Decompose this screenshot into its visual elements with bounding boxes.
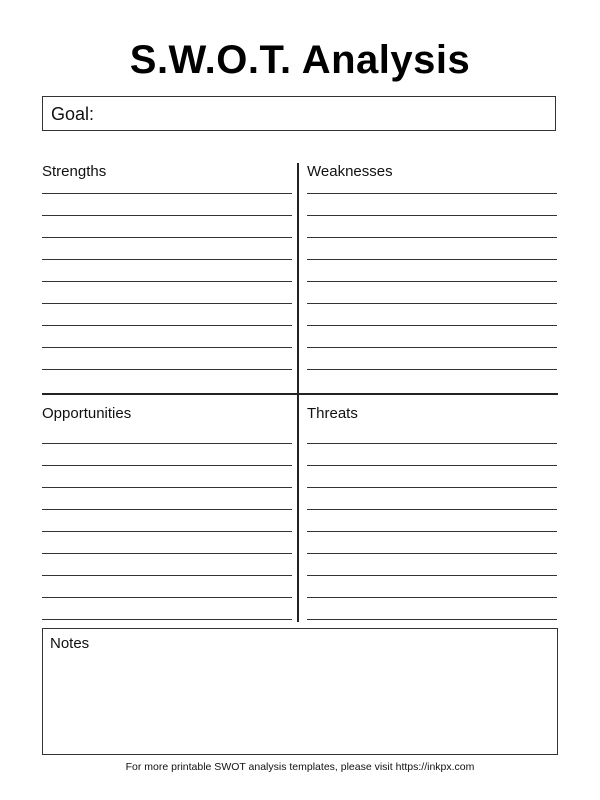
writing-line[interactable] <box>307 259 557 260</box>
writing-line[interactable] <box>42 237 292 238</box>
writing-line[interactable] <box>42 619 292 620</box>
writing-line[interactable] <box>307 597 557 598</box>
notes-label: Notes <box>50 635 90 652</box>
opportunities-section <box>42 405 292 625</box>
weaknesses-title: Weaknesses <box>307 163 393 180</box>
writing-line[interactable] <box>307 531 557 532</box>
writing-line[interactable] <box>42 303 292 304</box>
writing-line[interactable] <box>42 465 292 466</box>
strengths-title: Strengths <box>42 163 107 180</box>
page-title: S.W.O.T. Analysis <box>129 38 471 82</box>
writing-line[interactable] <box>307 553 557 554</box>
writing-line[interactable] <box>42 487 292 488</box>
writing-line[interactable] <box>42 575 292 576</box>
weaknesses-section <box>307 163 558 389</box>
writing-line[interactable] <box>307 325 557 326</box>
writing-line[interactable] <box>307 347 557 348</box>
horizontal-divider <box>42 393 558 395</box>
writing-line[interactable] <box>307 443 557 444</box>
footer-credit: For more printable SWOT analysis templates, please visit https://inkpx.com <box>125 761 475 773</box>
writing-line[interactable] <box>307 303 557 304</box>
notes-box[interactable] <box>42 628 558 755</box>
writing-line[interactable] <box>307 281 557 282</box>
writing-line[interactable] <box>307 193 557 194</box>
writing-line[interactable] <box>42 597 292 598</box>
writing-line[interactable] <box>42 509 292 510</box>
writing-line[interactable] <box>42 553 292 554</box>
threats-section <box>307 405 558 625</box>
writing-line[interactable] <box>42 347 292 348</box>
writing-line[interactable] <box>42 531 292 532</box>
writing-line[interactable] <box>307 465 557 466</box>
writing-line[interactable] <box>307 369 557 370</box>
writing-line[interactable] <box>42 215 292 216</box>
writing-line[interactable] <box>42 325 292 326</box>
writing-line[interactable] <box>307 619 557 620</box>
writing-line[interactable] <box>42 281 292 282</box>
writing-line[interactable] <box>307 575 557 576</box>
writing-line[interactable] <box>307 237 557 238</box>
threats-title: Threats <box>307 405 358 422</box>
writing-line[interactable] <box>42 259 292 260</box>
strengths-section <box>42 163 292 389</box>
writing-line[interactable] <box>307 509 557 510</box>
goal-field[interactable] <box>42 96 556 131</box>
opportunities-title: Opportunities <box>42 405 132 422</box>
writing-line[interactable] <box>307 215 557 216</box>
writing-line[interactable] <box>42 369 292 370</box>
writing-line[interactable] <box>42 443 292 444</box>
writing-line[interactable] <box>42 193 292 194</box>
goal-label: Goal: <box>51 104 95 124</box>
writing-line[interactable] <box>307 487 557 488</box>
